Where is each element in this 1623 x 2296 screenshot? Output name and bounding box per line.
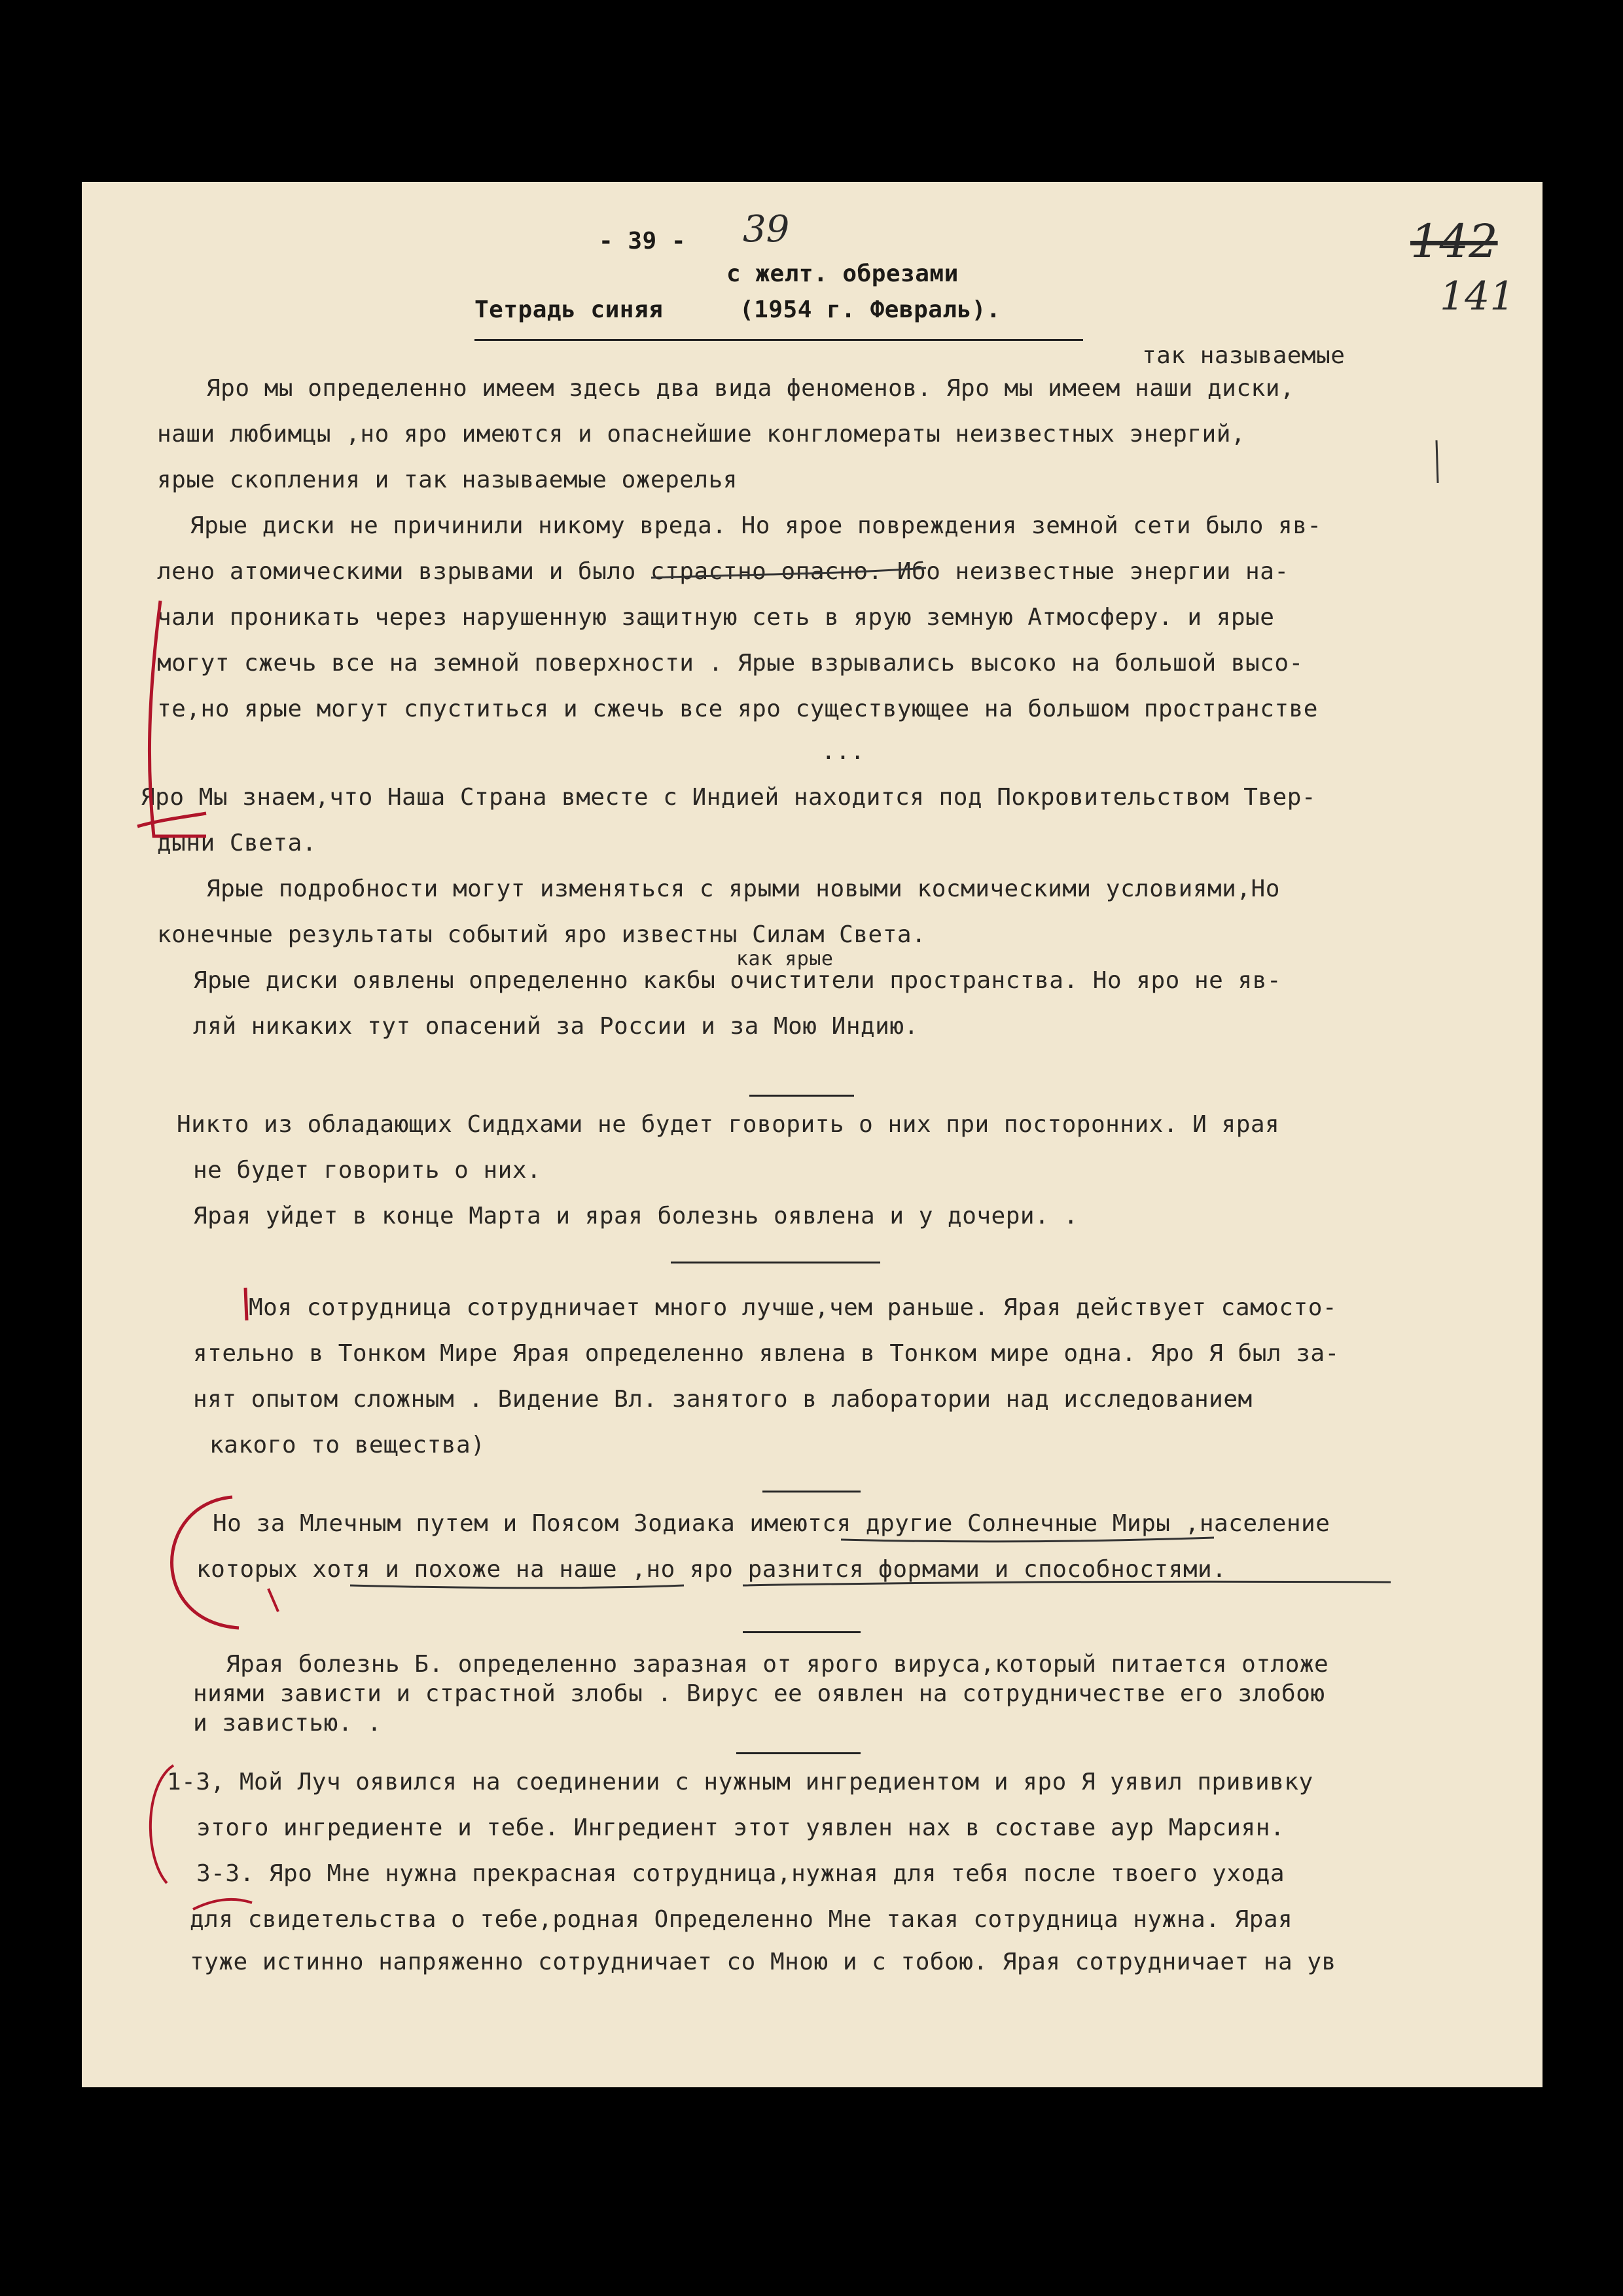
text-line: 3-3. Яро Мне нужна прекрасная сотрудница,нужная для тебя после твоего ухода [196, 1860, 1285, 1887]
text-line: Яро мы определенно имеем здесь два вида феноменов. Яро мы имеем наши диски, [206, 375, 1295, 402]
pencil-underline [651, 568, 926, 578]
text-line: которых хотя и похоже на наше ,но яро разнится формами и способностями. [196, 1556, 1227, 1583]
bracket-paragraph-2 [172, 1497, 240, 1628]
text-line: ярые скопления и так называемые ожерелья [157, 467, 738, 493]
text-line: ятельно в Тонком Мире Ярая определенно явлена в Тонком мире одна. Яро Я был за- [193, 1340, 1340, 1367]
text-line: Яро Мы знаем,что Наша Страна вместе с Индией находится под Покровительством Твер- [141, 784, 1317, 811]
red-margin-bracket [82, 182, 1543, 2087]
text-line: ниями зависти и страстной злобы . Вирус ее оявлен на сотрудничестве его злобою [193, 1680, 1325, 1707]
page-number-handwritten: 39 [743, 208, 790, 251]
title-insert: с желт. обрезами [726, 260, 959, 287]
text-line: Моя сотрудница сотрудничает много лучше,чем раньше. Ярая действует самосто- [249, 1294, 1338, 1321]
bracket-paragraph-3 [151, 1765, 173, 1883]
tick-mark [245, 1288, 247, 1320]
page-number-typed: - 39 - [599, 228, 687, 255]
text-line: для свидетельства о тебе,родная Определенно Мне такая сотрудница нужна. Ярая [190, 1906, 1293, 1933]
underline-yaro [137, 813, 206, 826]
text-line: Ярые подробности могут изменяться с ярыми новыми космическими условиями,Но [206, 875, 1280, 902]
text-line: Никто из обладающих Сиддхами не будет говорить о них при посторонних. И ярая [177, 1111, 1280, 1138]
corner-number: 141 [1440, 274, 1515, 319]
text-line: не будет говорить о них. [193, 1157, 542, 1184]
text-line: ляй никаких тут опасений за России и за Мою Индию. [193, 1013, 919, 1040]
bracket-paragraph-1 [149, 601, 206, 836]
text-line: Ярые диски не причинили никому вреда. Но ярое повреждения земной сети было яв- [190, 512, 1322, 539]
pencil-underline [350, 1585, 684, 1588]
text-line: чали проникать через нарушенную защитную сеть в ярую земную Атмосферу. и ярые [157, 604, 1275, 631]
typewritten-page [82, 182, 1543, 2087]
text-line: как ярые [736, 947, 834, 970]
corner-number-crossed: 142 [1410, 215, 1498, 268]
text-line: лено атомическими взрывами и было страстно опасно. Ибо неизвестные энергии на- [157, 558, 1289, 585]
text-line: 1-3, Мой Луч оявился на соединении с нужным ингредиентом и яро Я уявил прививку [167, 1769, 1313, 1795]
underline-dlya [193, 1899, 252, 1909]
title-date: (1954 г. Февраль). [740, 296, 1001, 323]
text-line: конечные результаты событий яро известны Силам Света. [157, 921, 927, 948]
text-line: Ярая уйдет в конце Марта и ярая болезнь оявлена и у дочери. . [193, 1203, 1079, 1229]
text-line: туже истинно напряженно сотрудничает со Мною и с тобою. Ярая сотрудничает на ув [190, 1949, 1336, 1975]
text-line: какого то вещества) [209, 1432, 486, 1458]
text-line: дыни Света. [157, 830, 317, 857]
text-line: ... [821, 738, 865, 765]
text-line: могут сжечь все на земной поверхности . Ярые взрывались высоко на большой высо- [157, 650, 1304, 677]
title-prefix: Тетрадь синяя [474, 296, 664, 323]
pencil-underline [841, 1538, 1214, 1542]
text-line: те,но ярые могут спуститься и сжечь все яро существующее на большом пространстве [157, 696, 1318, 722]
pencil-underline [743, 1581, 1391, 1585]
text-line: и завистью. . [193, 1710, 382, 1737]
text-line: Ярая болезнь Б. определенно заразная от ярого вируса,который питается отложе [226, 1651, 1329, 1678]
text-line: Ярые диски оявлены определенно какбы очистители пространства. Но яро не яв- [193, 967, 1282, 994]
tick-mark [268, 1589, 278, 1612]
text-line: этого ингредиенте и тебе. Ингредиент этот уявлен нах в составе аур Марсиян. [196, 1814, 1285, 1841]
text-line: наши любимцы ,но яро имеются и опаснейшие конгломераты неизвестных энергий, [157, 421, 1246, 448]
text-line: нят опытом сложным . Видение Вл. занятого в лаборатории над исследованием [193, 1386, 1253, 1413]
text-line: Но за Млечным путем и Поясом Зодиака имеются другие Солнечные Миры ,население [213, 1510, 1330, 1537]
text-line: так называемые [1142, 342, 1346, 369]
pencil-margin-mark [1436, 440, 1438, 483]
